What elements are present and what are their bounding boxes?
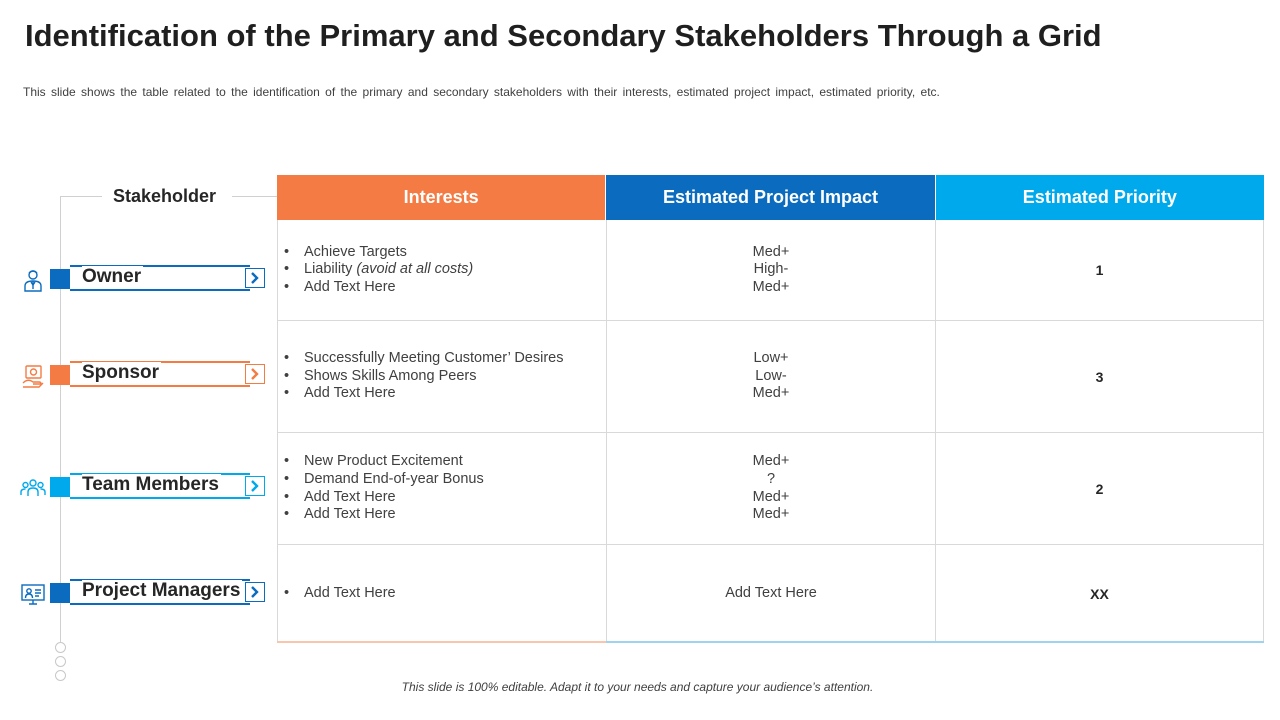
- stakeholder-sponsor: [18, 361, 270, 391]
- impact-cell: Med+ High- Med+: [606, 220, 935, 320]
- stakeholder-header: Stakeholder: [113, 186, 217, 206]
- impact-cell: Med+ ? Med+ Med+: [606, 433, 935, 544]
- interest-item: • Add Text Here: [284, 489, 484, 507]
- stakeholder-marker: [50, 583, 70, 603]
- interest-item: • Demand End-of-year Bonus: [284, 471, 484, 489]
- rail-top-line-right: [232, 196, 278, 197]
- rail-dot: [55, 642, 66, 653]
- impact-cell: Low+ Low- Med+: [606, 321, 935, 432]
- page-title: Identification of the Primary and Secondary Stakeholders Through a Grid: [25, 18, 1102, 53]
- table-row: [277, 433, 1264, 545]
- stakeholder-marker: [50, 269, 70, 289]
- priority-cell: 3: [935, 321, 1264, 432]
- chevron-right-icon[interactable]: [245, 364, 265, 384]
- interest-item: • Add Text Here: [284, 585, 396, 603]
- priority-cell: 1: [935, 220, 1264, 320]
- stakeholder-marker: [50, 477, 70, 497]
- slide-description: This slide shows the table related to the identification of the primary and secondary stakeholders with their interests, estimated project impact, estimated priority, etc.: [23, 85, 940, 99]
- rail-dot: [55, 656, 66, 667]
- interest-item: • Add Text Here: [284, 279, 473, 297]
- team-icon: [20, 475, 46, 501]
- money-hand-icon: [20, 363, 46, 389]
- interest-item: • Add Text Here: [284, 506, 484, 524]
- interest-item: • Successfully Meeting Customer’ Desires: [284, 350, 563, 368]
- chevron-right-icon[interactable]: [245, 476, 265, 496]
- stakeholder-project-managers: [18, 579, 270, 609]
- header-interests: Interests: [277, 175, 605, 220]
- table-row: [277, 321, 1264, 433]
- stakeholder-marker: [50, 365, 70, 385]
- stakeholder-team-members: [18, 473, 270, 503]
- impact-cell: Add Text Here: [606, 545, 935, 643]
- stakeholder-owner: [18, 265, 270, 295]
- interest-item: • Add Text Here: [284, 385, 563, 403]
- table-header-row: [277, 175, 1264, 220]
- rail-vertical-line: [60, 196, 61, 642]
- chevron-right-icon[interactable]: [245, 268, 265, 288]
- header-estimated-project-impact: Estimated Project Impact: [605, 175, 935, 220]
- interests-cell: [277, 321, 606, 432]
- table-bottom-accent: [277, 641, 1264, 643]
- stakeholder-label: Project Managers: [82, 580, 241, 601]
- priority-cell: XX: [935, 545, 1264, 643]
- chevron-right-icon[interactable]: [245, 582, 265, 602]
- interest-item: • Achieve Targets: [284, 244, 473, 262]
- interests-cell: [277, 433, 606, 544]
- interest-item: • Liability (avoid at all costs): [284, 261, 473, 279]
- interest-item: • New Product Excitement: [284, 453, 484, 471]
- interests-cell: [277, 545, 606, 643]
- stakeholder-grid-table: [277, 175, 1264, 643]
- interests-cell: [277, 220, 606, 320]
- interest-item: • Shows Skills Among Peers: [284, 368, 563, 386]
- footer-note: This slide is 100% editable. Adapt it to your needs and capture your audience’s attention.: [401, 680, 874, 694]
- priority-cell: 2: [935, 433, 1264, 544]
- table-row: [277, 220, 1264, 321]
- stakeholder-label: Owner: [82, 266, 142, 287]
- stakeholder-label: Team Members: [82, 474, 219, 495]
- presentation-board-icon: [20, 581, 46, 607]
- header-estimated-priority: Estimated Priority: [936, 175, 1264, 220]
- stakeholder-label: Sponsor: [82, 362, 160, 383]
- table-row: [277, 545, 1264, 643]
- businessman-icon: [20, 267, 46, 293]
- rail-top-line-left: [60, 196, 102, 197]
